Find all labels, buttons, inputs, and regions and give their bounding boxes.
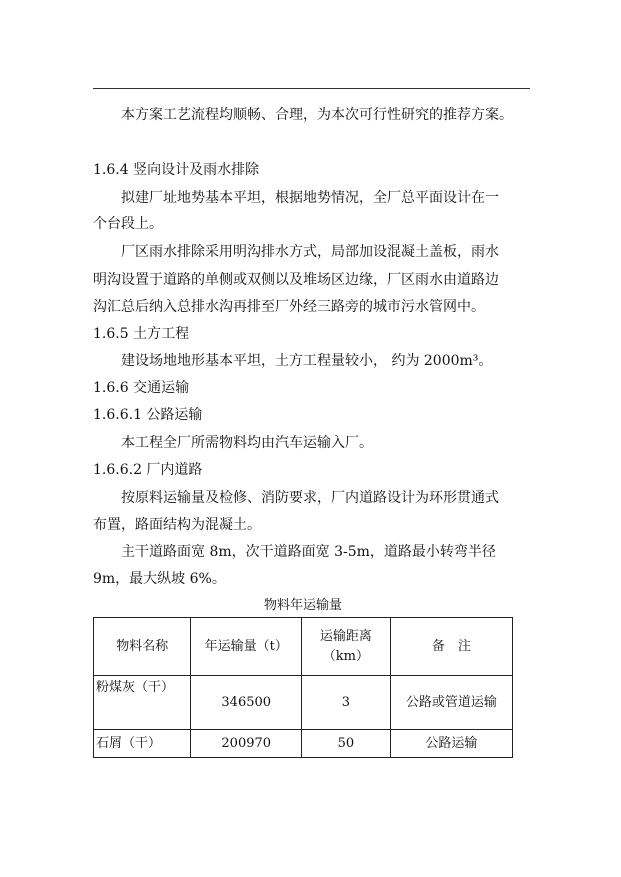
header-annual-volume: 年运输量（t） <box>191 618 302 676</box>
heading-1-6-4: 1.6.4 竖向设计及雨水排除 <box>93 162 260 178</box>
cell-note: 公路运输 <box>390 730 512 758</box>
table-header-row <box>94 618 513 676</box>
heading-1-6-6-1: 1.6.6.1 公路运输 <box>93 407 203 423</box>
header-remarks: 备 注 <box>390 618 512 676</box>
paragraph-rainwater-line2: 明沟设置于道路的单侧或双侧以及堆场区边缘，厂区雨水由道路边 <box>93 272 499 288</box>
header-distance: 运输距离（km） <box>302 618 391 676</box>
heading-1-6-6-2: 1.6.6.2 厂内道路 <box>93 462 203 478</box>
cell-material-name: 粉煤灰（干） <box>94 676 191 730</box>
cell-note: 公路或管道运输 <box>390 676 512 730</box>
table-row <box>94 676 513 730</box>
header-material-name: 物料名称 <box>94 618 191 676</box>
cell-distance: 3 <box>302 676 391 730</box>
cell-volume: 346500 <box>191 676 302 730</box>
material-transport-table <box>93 617 513 758</box>
paragraph-rainwater-line1: 厂区雨水排除采用明沟排水方式，局部加设混凝土盖板，雨水 <box>121 244 499 260</box>
table-row <box>94 730 513 758</box>
table-caption: 物料年运输量 <box>263 598 342 613</box>
paragraph-terrain-line1: 拟建厂址地势基本平坦，根据地势情况，全厂总平面设计在一 <box>121 190 499 206</box>
paragraph-rainwater-line3: 沟汇总后纳入总排水沟再排至厂外经三路旁的城市污水管网中。 <box>93 299 485 315</box>
paragraph-road-width-line1: 主干道路面宽 8m，次干道路面宽 3-5m，道路最小转弯半径 <box>121 544 496 560</box>
paragraph-road-width-line2: 9m，最大纵坡 6%。 <box>93 571 226 587</box>
heading-1-6-5: 1.6.5 土方工程 <box>93 326 190 342</box>
paragraph-terrain-line2: 个台段上。 <box>93 216 163 232</box>
header-rule <box>93 88 530 89</box>
heading-1-6-6: 1.6.6 交通运输 <box>93 380 190 396</box>
paragraph-roads-line2: 布置，路面结构为混凝土。 <box>93 517 261 533</box>
cell-volume: 200970 <box>191 730 302 758</box>
paragraph-earthwork: 建设场地地形基本平坦，土方工程量较小， 约为 2000m³。 <box>121 353 493 369</box>
cell-distance: 50 <box>302 730 391 758</box>
paragraph-roads-line1: 按原料运输量及检修、消防要求，厂内道路设计为环形贯通式 <box>121 490 499 506</box>
paragraph-recommendation: 本方案工艺流程均顺畅、合理，为本次可行性研究的推荐方案。 <box>121 107 513 123</box>
cell-material-name: 石屑（干） <box>94 730 191 758</box>
paragraph-road-transport: 本工程全厂所需物料均由汽车运输入厂。 <box>121 435 373 451</box>
